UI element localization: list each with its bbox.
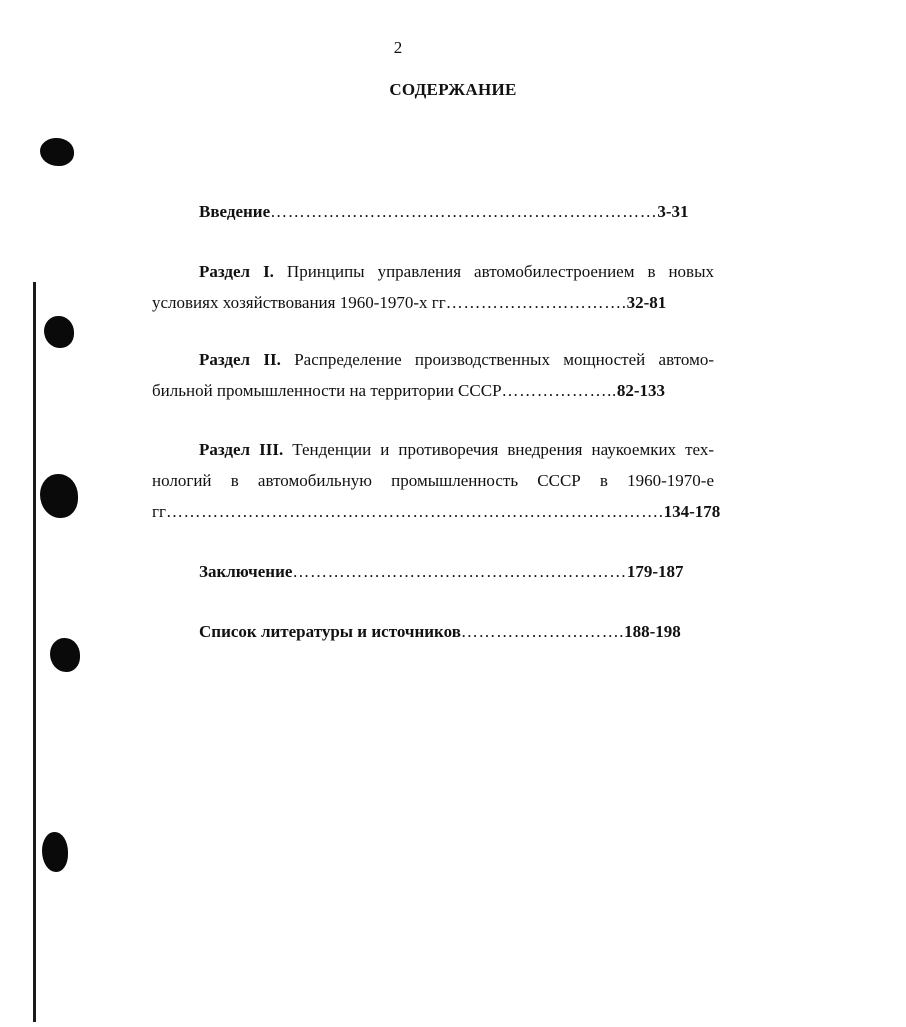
section-text: гг <box>152 502 166 521</box>
page-title: СОДЕРЖАНИЕ <box>389 80 517 99</box>
toc-pages: 32-81 <box>626 293 667 312</box>
section-text: условиях хозяйствования 1960-1970-х гг <box>152 293 446 312</box>
section-text: Распределение производственных мощностей автомо- <box>294 350 714 369</box>
toc-dots: …………………………. <box>445 293 627 312</box>
binding-hole <box>50 638 80 672</box>
toc-dots: ………………………………………………… <box>292 562 627 581</box>
section-label: Раздел II. <box>199 350 281 369</box>
margin-line <box>33 282 36 1022</box>
toc-entry-section-3 <box>152 434 721 527</box>
toc-pages: 82-133 <box>616 381 666 400</box>
toc-pages: 3-31 <box>657 202 689 221</box>
toc-entry-references <box>199 616 719 647</box>
binding-hole <box>40 138 74 166</box>
toc-pages: 179-187 <box>626 562 684 581</box>
page-number: 2 <box>393 38 403 57</box>
toc-dots: ……………….. <box>501 381 617 400</box>
toc-dots: ………………………………………………………… <box>270 202 658 221</box>
toc-pages: 134-178 <box>663 502 721 521</box>
section-text: Принципы управления автомобилестроением в новых <box>286 262 714 281</box>
toc-title: Введение <box>199 202 271 221</box>
section-text: нологий в автомобильную промышленность СССР в 1960-1970-е <box>152 471 714 490</box>
binding-hole <box>40 474 78 518</box>
section-text: Тенденции и противоречия внедрения наукоемких тех- <box>292 440 714 459</box>
toc-pages: 188-198 <box>624 622 681 641</box>
section-text: бильной промышленности на территории СССР <box>152 381 502 400</box>
binding-hole <box>42 832 68 872</box>
section-label: Раздел III. <box>199 440 284 459</box>
toc-dots: ………………………. <box>460 622 625 641</box>
toc-entry-section-1 <box>152 256 714 318</box>
toc-entry-intro <box>199 196 719 227</box>
binding-hole <box>44 316 74 348</box>
toc-dots: …………………………………………………………………………. <box>165 502 664 521</box>
section-label: Раздел I. <box>199 262 274 281</box>
toc-title: Заключение <box>199 562 293 581</box>
toc-entry-section-2 <box>152 344 714 406</box>
toc-entry-conclusion <box>199 556 719 587</box>
toc-title: Список литературы и источников <box>199 622 461 641</box>
